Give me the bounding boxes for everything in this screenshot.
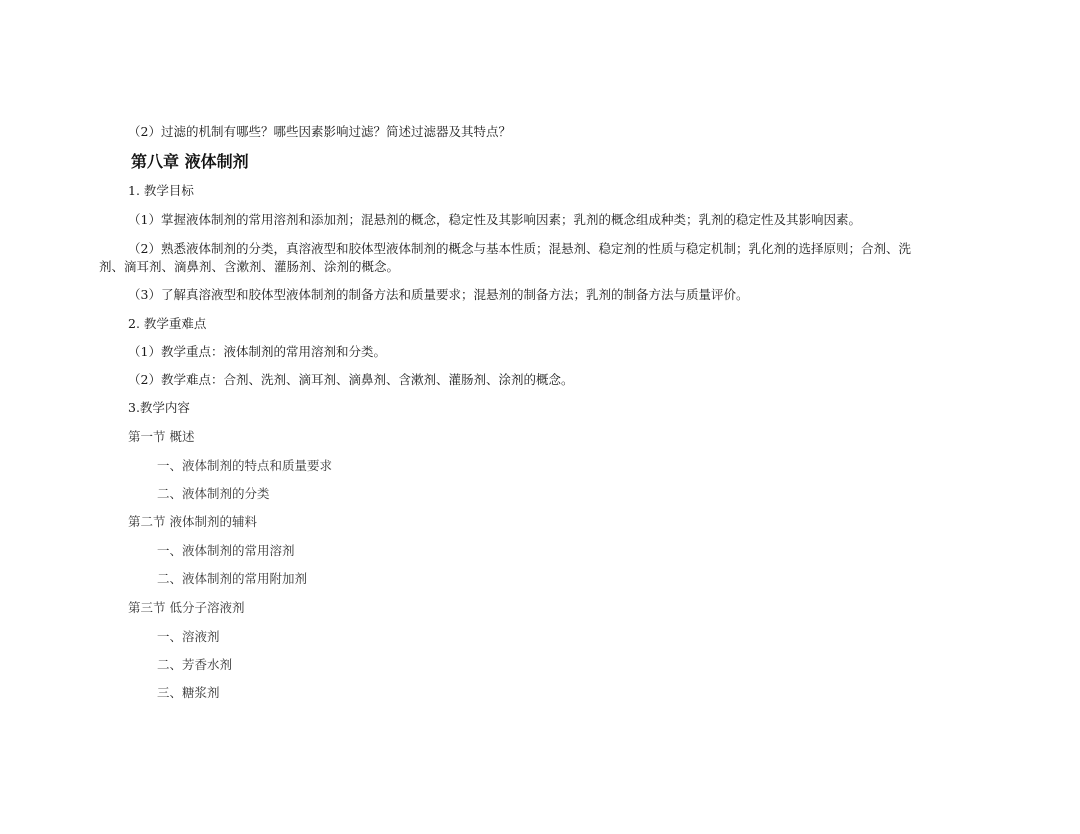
- section-1-item: 一、液体制剂的特点和质量要求: [157, 458, 333, 473]
- section-2-item: 一、液体制剂的常用溶剂: [157, 543, 295, 558]
- section-heading-content: 3.教学内容: [128, 400, 190, 415]
- section-3-title: 第三节 低分子溶液剂: [128, 600, 245, 615]
- goal-2-line-2: 剂、滴耳剂、滴鼻剂、含漱剂、灌肠剂、涂剂的概念。: [99, 259, 400, 274]
- section-1-item: 二、液体制剂的分类: [157, 486, 270, 501]
- chapter-title: 第八章 液体制剂: [131, 152, 249, 171]
- section-heading-key-points: 2. 教学重难点: [128, 316, 207, 331]
- difficult-point: （2）教学难点：合剂、洗剂、滴耳剂、滴鼻剂、含漱剂、灌肠剂、涂剂的概念。: [128, 372, 574, 387]
- section-heading-goals: 1. 教学目标: [128, 183, 194, 198]
- section-3-item: 一、溶液剂: [157, 629, 220, 644]
- section-1-title: 第一节 概述: [128, 429, 195, 444]
- goal-1: （1）掌握液体制剂的常用溶剂和添加剂；混悬剂的概念，稳定性及其影响因素；乳剂的概念组成种类；乳剂的稳定性及其影响因素。: [128, 212, 861, 227]
- section-3-item: 二、芳香水剂: [157, 657, 233, 672]
- goal-3: （3）了解真溶液型和胶体型液体制剂的制备方法和质量要求；混悬剂的制备方法；乳剂的制备方法与质量评价。: [128, 287, 749, 302]
- section-2-title: 第二节 液体制剂的辅料: [128, 514, 257, 529]
- key-point: （1）教学重点：液体制剂的常用溶剂和分类。: [128, 344, 386, 359]
- question-2: （2）过滤的机制有哪些？哪些因素影响过滤？简述过滤器及其特点？: [128, 124, 511, 139]
- goal-2-line-1: （2）熟悉液体制剂的分类，真溶液型和胶体型液体制剂的概念与基本性质；混悬剂、稳定剂的性质与稳定机制；乳化剂的选择原则；合剂、洗: [128, 241, 911, 256]
- section-3-item: 三、糖浆剂: [157, 685, 220, 700]
- section-2-item: 二、液体制剂的常用附加剂: [157, 571, 308, 586]
